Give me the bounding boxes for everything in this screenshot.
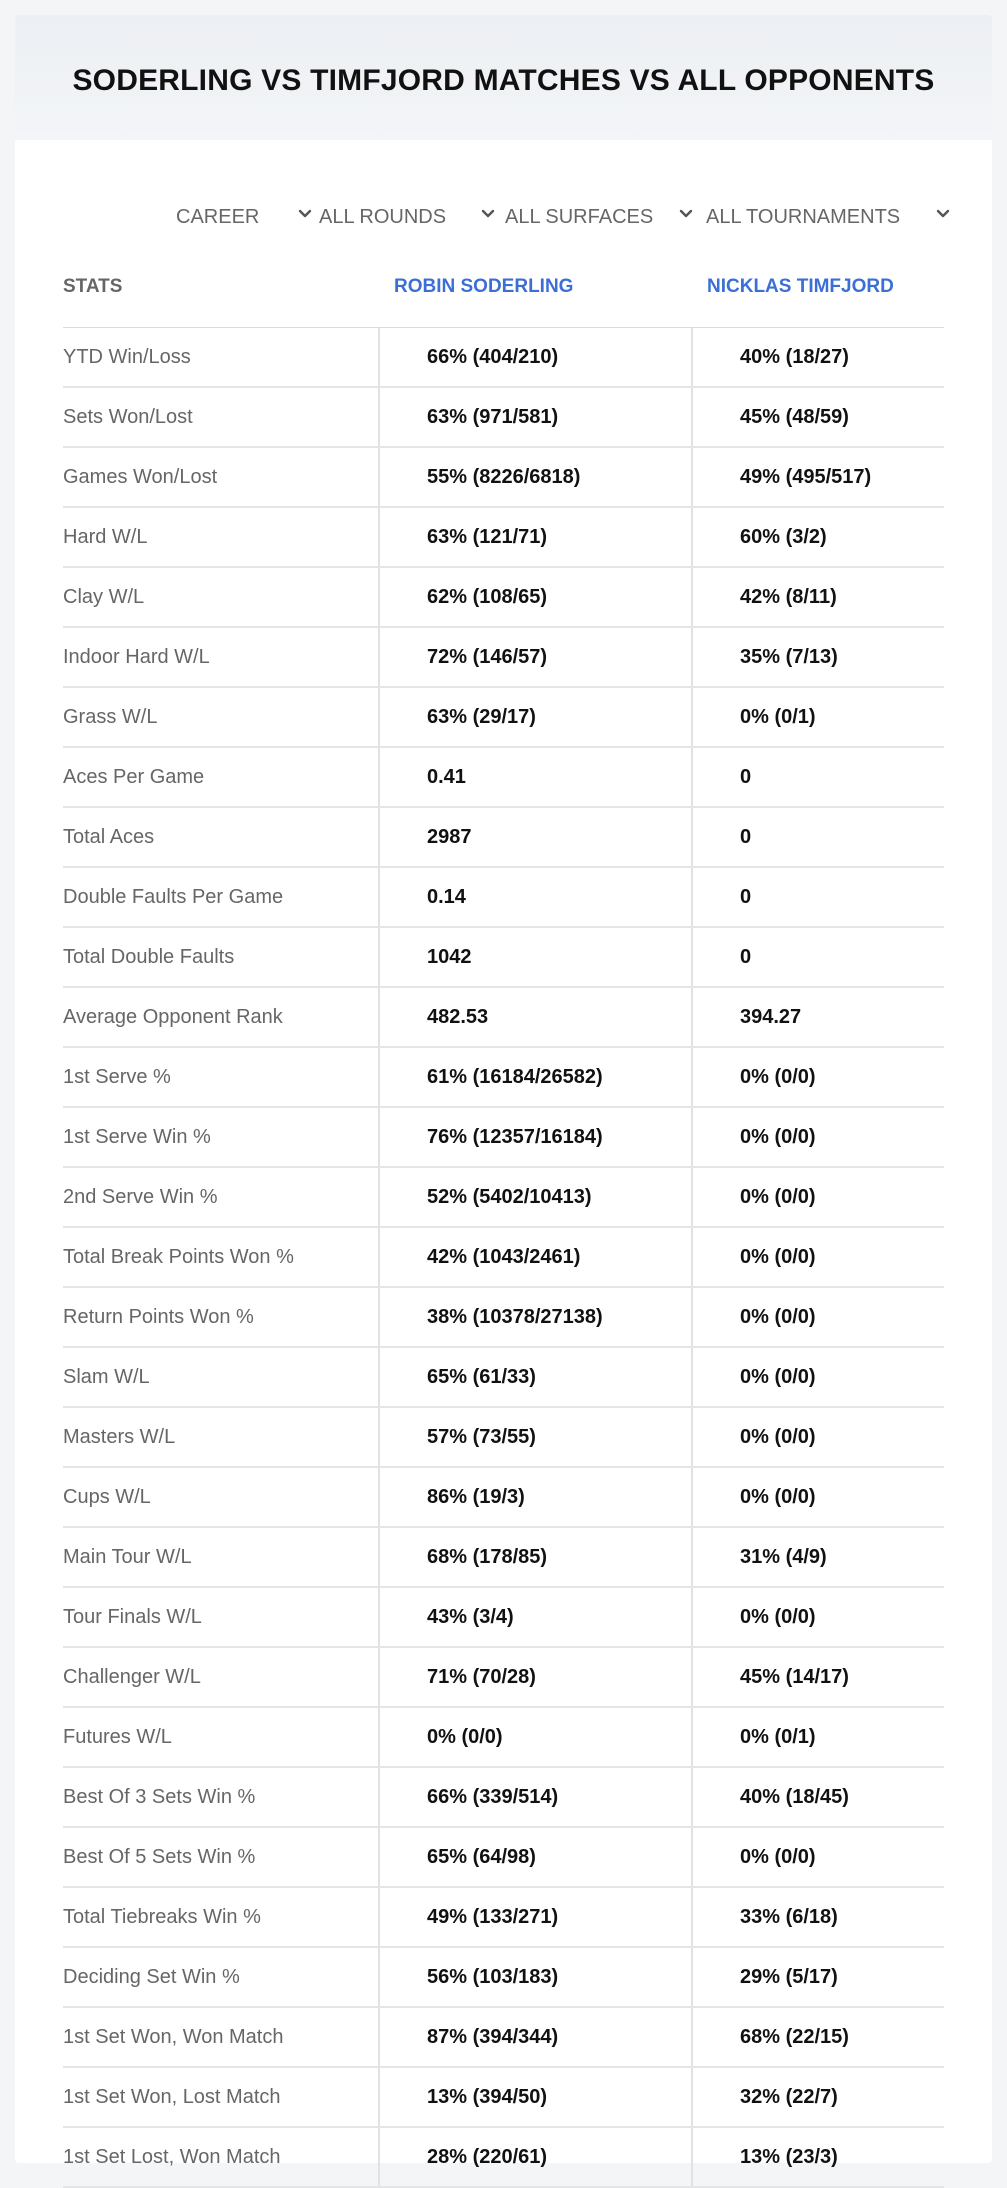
stat-label: Double Faults Per Game bbox=[63, 885, 284, 908]
stat-label: 1st Set Won, Won Match bbox=[63, 2025, 284, 2048]
player2-stat-value: 49% (495/517) bbox=[691, 448, 944, 506]
player1-link[interactable]: ROBIN SODERLING bbox=[394, 276, 574, 297]
table-row bbox=[63, 1888, 944, 1948]
stat-label: Main Tour W/L bbox=[63, 1545, 192, 1568]
table-row bbox=[63, 688, 944, 748]
table-row bbox=[63, 1108, 944, 1168]
player1-stat-value: 0.14 bbox=[378, 868, 691, 926]
player2-stat-value: 33% (6/18) bbox=[691, 1888, 944, 1946]
stat-label: Best Of 3 Sets Win % bbox=[63, 1785, 256, 1808]
stat-label: Aces Per Game bbox=[63, 765, 205, 788]
player2-stat-value: 45% (14/17) bbox=[691, 1648, 944, 1706]
table-row bbox=[63, 928, 944, 988]
filter-rounds-select[interactable] bbox=[319, 187, 446, 247]
stat-label: YTD Win/Loss bbox=[63, 345, 191, 368]
chevron-down-icon bbox=[677, 205, 695, 223]
table-row bbox=[63, 2068, 944, 2128]
player2-stat-value: 0 bbox=[691, 808, 944, 866]
player1-stat-value: 66% (404/210) bbox=[378, 328, 691, 386]
card-header bbox=[15, 15, 992, 140]
stats-card bbox=[15, 15, 992, 2168]
stat-label: Best Of 5 Sets Win % bbox=[63, 1845, 256, 1868]
table-row bbox=[63, 1768, 944, 1828]
player1-stat-value: 86% (19/3) bbox=[378, 1468, 691, 1526]
stat-label: 2nd Serve Win % bbox=[63, 1185, 218, 1208]
filter-period-label: CAREER bbox=[176, 205, 260, 228]
player2-stat-value: 60% (3/2) bbox=[691, 508, 944, 566]
chevron-down-icon bbox=[934, 205, 952, 223]
player1-stat-value: 62% (108/65) bbox=[378, 568, 691, 626]
player2-stat-value: 394.27 bbox=[691, 988, 944, 1046]
filter-tournaments-label: ALL TOURNAMENTS bbox=[706, 205, 901, 228]
table-row bbox=[63, 2008, 944, 2068]
player2-stat-value: 0 bbox=[691, 928, 944, 986]
stat-label: Deciding Set Win % bbox=[63, 1965, 240, 1988]
player2-link[interactable]: NICKLAS TIMFJORD bbox=[707, 276, 894, 297]
table-row bbox=[63, 808, 944, 868]
player2-stat-value: 0% (0/0) bbox=[691, 1828, 944, 1886]
stat-label: Average Opponent Rank bbox=[63, 1005, 283, 1028]
filter-rounds-label: ALL ROUNDS bbox=[319, 205, 447, 228]
player1-stat-value: 63% (121/71) bbox=[378, 508, 691, 566]
chevron-down-icon bbox=[479, 205, 497, 223]
player1-stat-value: 43% (3/4) bbox=[378, 1588, 691, 1646]
stat-label: 1st Serve Win % bbox=[63, 1125, 211, 1148]
player1-stat-value: 63% (971/581) bbox=[378, 388, 691, 446]
player2-stat-value: 0% (0/0) bbox=[691, 1288, 944, 1346]
player1-stat-value: 56% (103/183) bbox=[378, 1948, 691, 2006]
player1-stat-value: 28% (220/61) bbox=[378, 2128, 691, 2186]
table-row bbox=[63, 1288, 944, 1348]
stat-label: Futures W/L bbox=[63, 1725, 172, 1748]
player1-stat-value: 482.53 bbox=[378, 988, 691, 1046]
stat-label: Return Points Won % bbox=[63, 1305, 254, 1328]
player1-stat-value: 42% (1043/2461) bbox=[378, 1228, 691, 1286]
table-row bbox=[63, 388, 944, 448]
player2-stat-value: 40% (18/45) bbox=[691, 1768, 944, 1826]
table-row bbox=[63, 2128, 944, 2188]
stat-label: Challenger W/L bbox=[63, 1665, 201, 1688]
player1-stat-value: 13% (394/50) bbox=[378, 2068, 691, 2126]
player1-stat-value: 76% (12357/16184) bbox=[378, 1108, 691, 1166]
player2-stat-value: 0% (0/0) bbox=[691, 1348, 944, 1406]
table-header bbox=[63, 247, 944, 328]
player2-stat-value: 35% (7/13) bbox=[691, 628, 944, 686]
player1-stat-value: 71% (70/28) bbox=[378, 1648, 691, 1706]
table-row bbox=[63, 1708, 944, 1768]
filter-surfaces-label: ALL SURFACES bbox=[505, 205, 654, 228]
player1-stat-value: 66% (339/514) bbox=[378, 1768, 691, 1826]
player2-stat-value: 0% (0/0) bbox=[691, 1228, 944, 1286]
player2-stat-value: 68% (22/15) bbox=[691, 2008, 944, 2066]
player2-stat-value: 45% (48/59) bbox=[691, 388, 944, 446]
table-row bbox=[63, 1528, 944, 1588]
table-row bbox=[63, 1588, 944, 1648]
player1-stat-value: 1042 bbox=[378, 928, 691, 986]
table-row bbox=[63, 1228, 944, 1288]
player2-stat-value: 40% (18/27) bbox=[691, 328, 944, 386]
chevron-down-icon bbox=[296, 205, 314, 223]
player1-stat-value: 49% (133/271) bbox=[378, 1888, 691, 1946]
player2-stat-value: 0% (0/0) bbox=[691, 1468, 944, 1526]
filter-bar bbox=[15, 187, 992, 247]
player2-stat-value: 42% (8/11) bbox=[691, 568, 944, 626]
table-row bbox=[63, 1648, 944, 1708]
table-row bbox=[63, 748, 944, 808]
player2-stat-value: 31% (4/9) bbox=[691, 1528, 944, 1586]
player1-stat-value: 55% (8226/6818) bbox=[378, 448, 691, 506]
table-row bbox=[63, 628, 944, 688]
table-row bbox=[63, 1408, 944, 1468]
stat-label: 1st Serve % bbox=[63, 1065, 171, 1088]
player1-stat-value: 0% (0/0) bbox=[378, 1708, 691, 1766]
stat-label: Cups W/L bbox=[63, 1485, 151, 1508]
player1-stat-value: 72% (146/57) bbox=[378, 628, 691, 686]
player2-stat-value: 0% (0/0) bbox=[691, 1408, 944, 1466]
player1-stat-value: 65% (64/98) bbox=[378, 1828, 691, 1886]
stat-label: Total Break Points Won % bbox=[63, 1245, 294, 1268]
table-row bbox=[63, 448, 944, 508]
filter-tournaments-select[interactable] bbox=[706, 187, 900, 247]
stat-label: Clay W/L bbox=[63, 585, 145, 608]
stat-label: Slam W/L bbox=[63, 1365, 150, 1388]
player2-stat-value: 0% (0/0) bbox=[691, 1048, 944, 1106]
table-row bbox=[63, 1048, 944, 1108]
table-row bbox=[63, 1948, 944, 2008]
player2-stat-value: 0 bbox=[691, 868, 944, 926]
player2-stat-value: 0% (0/0) bbox=[691, 1108, 944, 1166]
player1-stat-value: 0.41 bbox=[378, 748, 691, 806]
stat-label: Tour Finals W/L bbox=[63, 1605, 202, 1628]
player2-stat-value: 29% (5/17) bbox=[691, 1948, 944, 2006]
player1-stat-value: 61% (16184/26582) bbox=[378, 1048, 691, 1106]
player2-column-header bbox=[707, 247, 894, 327]
player1-column-header bbox=[394, 247, 573, 327]
player1-stat-value: 65% (61/33) bbox=[378, 1348, 691, 1406]
player1-stat-value: 57% (73/55) bbox=[378, 1408, 691, 1466]
player2-stat-value: 13% (23/3) bbox=[691, 2128, 944, 2186]
table-row bbox=[63, 1468, 944, 1528]
table-row bbox=[63, 1348, 944, 1408]
stat-label: Hard W/L bbox=[63, 525, 148, 548]
stat-label: Grass W/L bbox=[63, 705, 158, 728]
table-row bbox=[63, 868, 944, 928]
stats-column-header: STATS bbox=[63, 276, 123, 297]
table-row bbox=[63, 328, 944, 388]
table-row bbox=[63, 988, 944, 1048]
player2-stat-value: 0% (0/1) bbox=[691, 1708, 944, 1766]
player1-stat-value: 2987 bbox=[378, 808, 691, 866]
table-row bbox=[63, 1828, 944, 1888]
table-row bbox=[63, 568, 944, 628]
player1-stat-value: 68% (178/85) bbox=[378, 1528, 691, 1586]
filter-period-select[interactable] bbox=[176, 187, 259, 247]
player2-stat-value: 0% (0/0) bbox=[691, 1588, 944, 1646]
stat-label: 1st Set Won, Lost Match bbox=[63, 2085, 281, 2108]
stat-label: Indoor Hard W/L bbox=[63, 645, 210, 668]
stat-label: 1st Set Lost, Won Match bbox=[63, 2145, 281, 2168]
player1-stat-value: 38% (10378/27138) bbox=[378, 1288, 691, 1346]
stat-label: Total Tiebreaks Win % bbox=[63, 1905, 261, 1928]
stat-label: Masters W/L bbox=[63, 1425, 176, 1448]
player1-stat-value: 52% (5402/10413) bbox=[378, 1168, 691, 1226]
table-row bbox=[63, 508, 944, 568]
stat-label: Total Aces bbox=[63, 825, 155, 848]
player1-stat-value: 87% (394/344) bbox=[378, 2008, 691, 2066]
table-row bbox=[63, 1168, 944, 1228]
player2-stat-value: 0% (0/0) bbox=[691, 1168, 944, 1226]
page-title: SODERLING VS TIMFJORD MATCHES VS ALL OPPONENTS bbox=[72, 63, 935, 97]
stat-label: Games Won/Lost bbox=[63, 465, 218, 488]
player2-stat-value: 0 bbox=[691, 748, 944, 806]
stat-label: Total Double Faults bbox=[63, 945, 235, 968]
filter-surfaces-select[interactable] bbox=[505, 187, 653, 247]
player1-stat-value: 63% (29/17) bbox=[378, 688, 691, 746]
player2-stat-value: 0% (0/1) bbox=[691, 688, 944, 746]
player2-stat-value: 32% (22/7) bbox=[691, 2068, 944, 2126]
stats-table-body bbox=[63, 328, 944, 2188]
stat-label: Sets Won/Lost bbox=[63, 405, 193, 428]
